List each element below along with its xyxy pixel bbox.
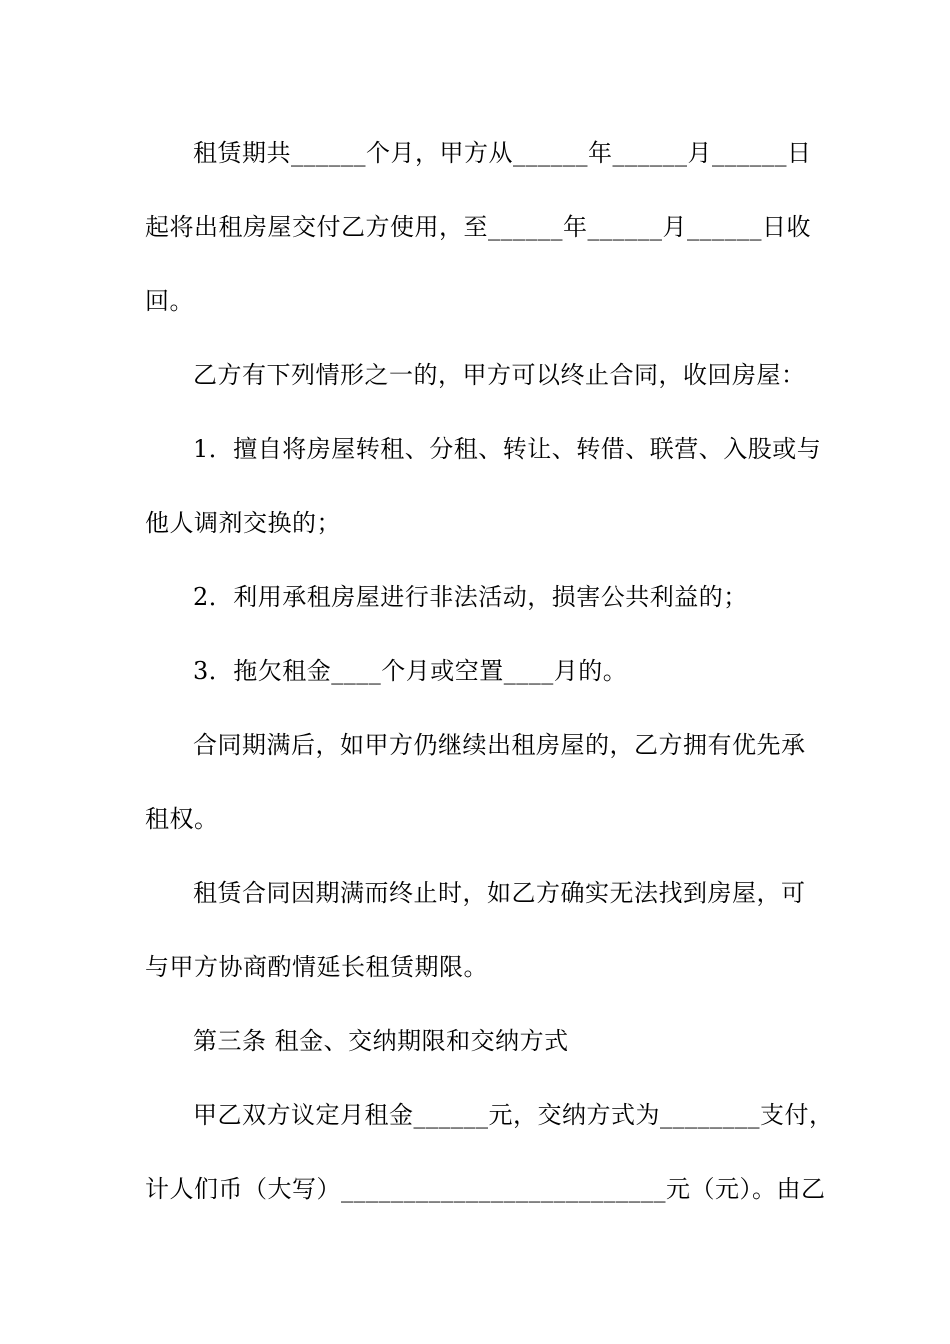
text-line: 租赁期共______个月，甲方从______年______月______日 [193,139,812,167]
text-line: 回。 [145,287,194,315]
text-line: 与甲方协商酌情延长租赁期限。 [145,953,488,981]
text-line: 起将出租房屋交付乙方使用，至______年______月______日收 [145,213,811,241]
text-line: 租赁合同因期满而终止时，如乙方确实无法找到房屋，可 [193,879,806,907]
list-item: 3．拖欠租金____个月或空置____月的。 [193,657,628,685]
text-line: 乙方有下列情形之一的，甲方可以终止合同，收回房屋： [193,361,806,389]
list-item: 2．利用承租房屋进行非法活动，损害公共利益的； [193,583,748,611]
text-line: 他人调剂交换的； [145,509,341,537]
text-line: 计人们币（大写）__________________________元（元）。由乙 [145,1175,826,1203]
list-item: 1．擅自将房屋转租、分租、转让、转借、联营、入股或与 [193,435,822,463]
text-line: 租权。 [145,805,219,833]
text-line: 甲乙双方议定月租金______元，交纳方式为________支付， [193,1101,834,1129]
text-line: 合同期满后，如甲方仍继续出租房屋的，乙方拥有优先承 [193,731,806,759]
section-heading: 第三条 租金、交纳期限和交纳方式 [193,1027,569,1055]
